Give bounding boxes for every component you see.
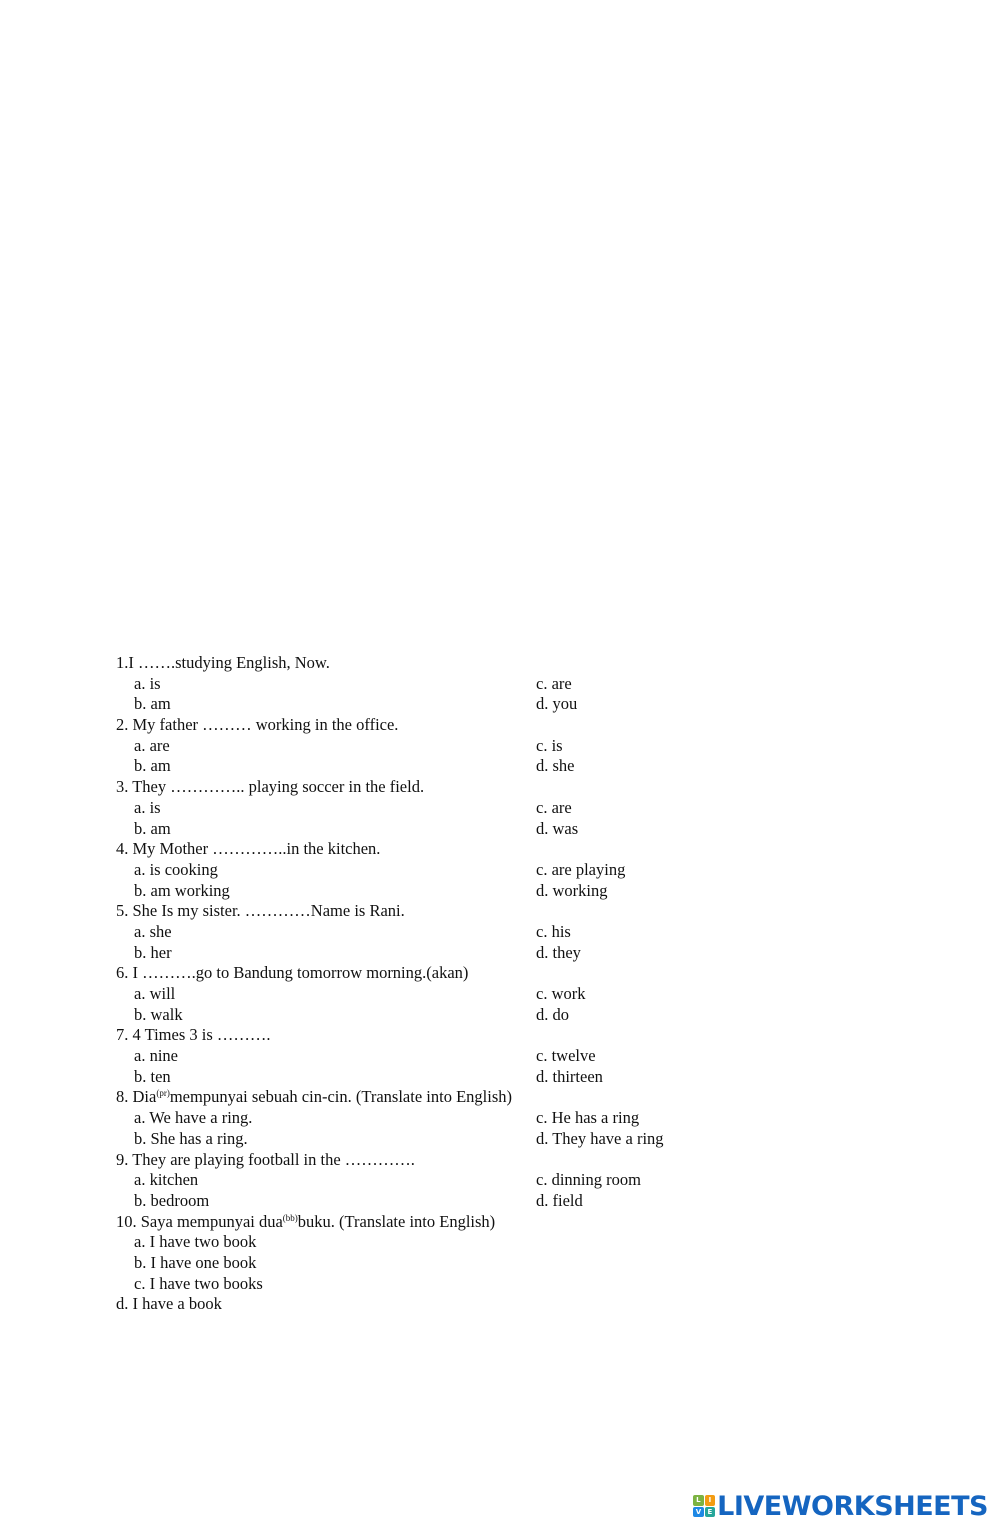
question-7 (0, 1025, 1000, 1046)
option-a[interactable]: a. We have a ring. (134, 1108, 253, 1128)
option-d[interactable]: d. thirteen (536, 1066, 603, 1086)
question-8-options-row-1 (0, 1108, 1000, 1129)
question-text: 7. 4 Times 3 is ………. (116, 1025, 271, 1045)
question-9-options-row-2 (0, 1191, 1000, 1212)
question-2-options-row-2 (0, 756, 1000, 777)
question-text-after: buku. (Translate into English) (297, 1211, 496, 1231)
option-b[interactable]: b. walk (134, 1004, 183, 1024)
question-5 (0, 901, 1000, 922)
option-c[interactable]: c. He has a ring (536, 1108, 640, 1128)
question-text-before: 10. Saya mempunyai dua (116, 1211, 283, 1231)
question-5-options-row-2 (0, 943, 1000, 964)
option-d[interactable]: d. you (536, 694, 578, 714)
option-c[interactable]: c. twelve (536, 1046, 596, 1066)
question-4 (0, 839, 1000, 860)
question-text: 2. My father ……… working in the office. (116, 715, 399, 735)
liveworksheets-icon (693, 1495, 715, 1517)
option-b[interactable]: b. ten (134, 1066, 171, 1086)
liveworksheets-logo (693, 1491, 988, 1521)
question-6 (0, 963, 1000, 984)
question-4-options-row-1 (0, 860, 1000, 881)
question-8-options-row-2 (0, 1129, 1000, 1150)
option-d[interactable]: d. working (536, 880, 608, 900)
question-10-option-b-row (0, 1253, 1000, 1274)
question-superscript: (bb) (282, 1212, 298, 1223)
option-a[interactable]: a. I have two book (134, 1232, 257, 1252)
question-text: 6. I ……….go to Bandung tomorrow morning.(akan) (116, 963, 469, 983)
question-6-options-row-2 (0, 1005, 1000, 1026)
option-a[interactable]: a. are (134, 735, 170, 755)
option-d[interactable]: d. field (536, 1190, 583, 1210)
option-c[interactable]: c. his (536, 921, 571, 941)
question-10-option-a-row (0, 1232, 1000, 1253)
option-a[interactable]: a. kitchen (134, 1170, 199, 1190)
question-text (116, 1087, 512, 1108)
option-c[interactable]: c. are (536, 797, 572, 817)
question-text: 3. They ………….. playing soccer in the field. (116, 777, 425, 797)
option-b[interactable]: b. am (134, 694, 171, 714)
question-superscript: (pr) (156, 1088, 170, 1099)
option-a[interactable]: a. is cooking (134, 859, 218, 879)
option-c[interactable]: c. work (536, 984, 586, 1003)
option-c[interactable]: c. are (536, 673, 572, 693)
option-b[interactable]: b. She has a ring. (134, 1128, 248, 1148)
question-8 (0, 1087, 1000, 1108)
option-a[interactable]: a. is (134, 797, 161, 817)
question-9 (0, 1150, 1000, 1171)
question-text (116, 1212, 495, 1233)
option-d[interactable]: d. do (536, 1004, 569, 1024)
worksheet-questions (0, 653, 1000, 1315)
question-text-before: 8. Dia (116, 1087, 157, 1107)
option-a[interactable]: a. is (134, 673, 161, 693)
question-1-options-row-2 (0, 694, 1000, 715)
option-c[interactable]: c. is (536, 735, 563, 755)
option-d[interactable]: d. she (536, 756, 575, 776)
option-d[interactable]: d. was (536, 818, 579, 838)
question-3-options-row-1 (0, 798, 1000, 819)
question-7-options-row-2 (0, 1067, 1000, 1088)
question-10 (0, 1212, 1000, 1233)
option-b[interactable]: b. bedroom (134, 1190, 210, 1210)
question-1 (0, 653, 1000, 674)
question-7-options-row-1 (0, 1046, 1000, 1067)
question-3-options-row-2 (0, 819, 1000, 840)
question-text-after: mempunyai sebuah cin-cin. (Translate into English) (169, 1087, 512, 1107)
question-5-options-row-1 (0, 922, 1000, 943)
option-b[interactable]: b. am (134, 756, 171, 776)
option-c[interactable]: c. are playing (536, 859, 626, 879)
question-text: 5. She Is my sister. …………Name is Rani. (116, 901, 405, 921)
option-d[interactable]: d. They have a ring (536, 1128, 664, 1148)
option-a[interactable]: a. she (134, 921, 172, 941)
question-text: 1.I …….studying English, Now. (116, 653, 330, 672)
question-3 (0, 777, 1000, 798)
option-c[interactable]: c. I have two books (134, 1273, 263, 1293)
option-d[interactable]: d. they (536, 942, 581, 962)
option-c[interactable]: c. dinning room (536, 1170, 641, 1190)
option-d[interactable]: d. I have a book (116, 1294, 222, 1314)
question-9-options-row-1 (0, 1170, 1000, 1191)
option-b[interactable]: b. am working (134, 880, 230, 900)
option-b[interactable]: b. am (134, 818, 171, 838)
question-4-options-row-2 (0, 881, 1000, 902)
question-2 (0, 715, 1000, 736)
option-a[interactable]: a. will (134, 984, 176, 1003)
question-6-options-row-1 (0, 984, 1000, 1005)
option-b[interactable]: b. I have one book (134, 1252, 257, 1272)
logo-text: LIVEWORKSHEETS (717, 1490, 988, 1522)
question-10-option-d-row (0, 1294, 1000, 1315)
question-text: 9. They are playing football in the …………. (116, 1149, 415, 1169)
question-2-options-row-1 (0, 736, 1000, 757)
question-1-options-row-1 (0, 674, 1000, 695)
question-text: 4. My Mother …………..in the kitchen. (116, 839, 381, 859)
logo-letter-e: E (705, 1507, 716, 1518)
logo-letter-l: L (693, 1495, 704, 1506)
logo-letter-i: I (705, 1495, 716, 1506)
question-10-option-c-row (0, 1274, 1000, 1295)
logo-letter-v: V (693, 1507, 704, 1518)
option-b[interactable]: b. her (134, 942, 172, 962)
option-a[interactable]: a. nine (134, 1046, 178, 1066)
